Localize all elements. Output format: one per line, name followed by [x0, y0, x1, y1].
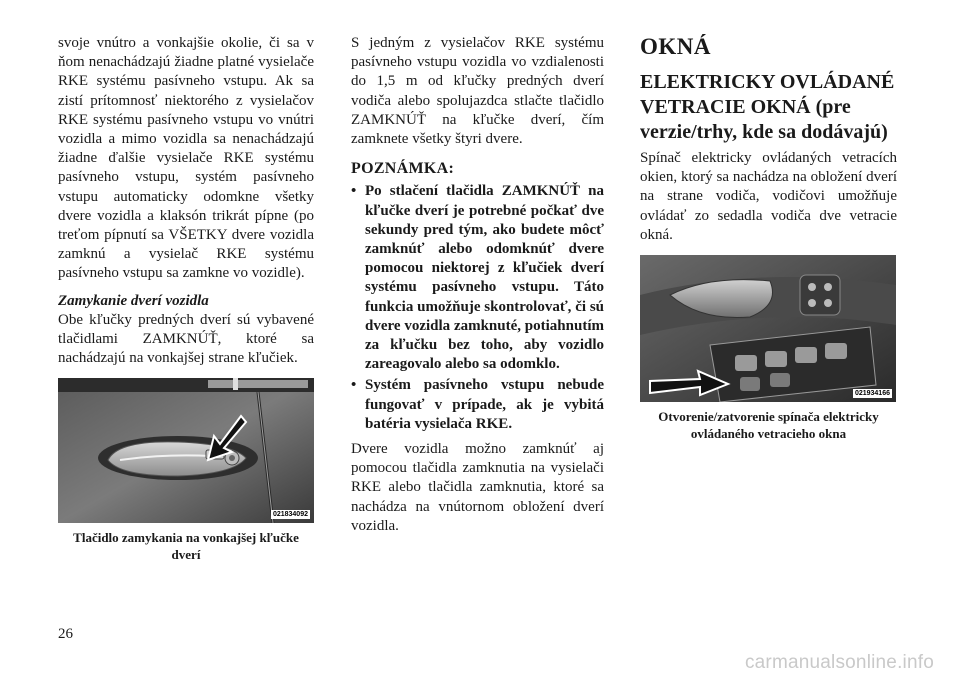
note-heading: POZNÁMKA: [351, 160, 455, 178]
figure-code: 021934166 [854, 390, 890, 398]
body-paragraph: Obe kľučky predných dverí sú vybavené tlačidlami ZAMKNÚŤ, ktoré sa nachádzajú na vonkajšej strane kľučiek. [58, 311, 314, 367]
page-number: 26 [58, 626, 73, 642]
note-list [351, 182, 604, 434]
subsection-title: ELEKTRICKY OVLÁDANÉ VETRACIE OKNÁ (pre verzie/trhy, kde sa dodávajú) [640, 71, 895, 143]
figure-caption: Tlačidlo zamykania na vonkajšej kľučke dverí [73, 530, 299, 563]
body-paragraph: S jedným z vysielačov RKE systému pasívneho vstupu vozidla vo vzdialenosti do 1,5 m od kľučky predných dverí vodiča alebo spolujazdca stlačte tlačidlo ZAMKNÚŤ na kľučke dverí, čím zamknete všetky štyri dvere. [351, 35, 604, 148]
window-switch-photo [640, 255, 896, 402]
watermark: carmanualsonline.info [744, 652, 934, 673]
body-paragraph: Dvere vozidla možno zamknúť aj pomocou tlačidla zamknutia na vysielači RKE alebo tlačidla zamknutia, ktoré sa nachádza na vnútornom obložení dverí vozidla. [351, 441, 604, 534]
door-handle-illustration [58, 378, 314, 523]
subheading-door-locking: Zamykanie dverí vozidla [58, 292, 209, 309]
figure-caption: Otvorenie/zatvorenie spínača elektricky ovládaného vetracieho okna [658, 409, 879, 442]
body-paragraph: svoje vnútro a vonkajšie okolie, či sa v ňom nenachádzajú žiadne platné vysielače RKE systému pasívneho vstupu. Ak sa zistí prítomnosť niektorého z vysielačov RKE systému pasívneho vstupu vo vnútri vozidla a mimo vozidla sa nenachádzajú žiadne ďalšie vysielače RKE systému pasívneho vstupu, systém pasívneho vstupu automaticky odomkne všetky dvere vozidla a klaksón trikrát pípne (po treťom pípnutí sa VŠETKY dvere vozidla zamknú a vysielač RKE systému pasívneho vstupu sa zamkne vo vozidle). [58, 35, 314, 282]
body-paragraph: Spínač elektricky ovládaných vetracích okien, ktorý sa nachádza na obložení dverí na strane vodiča, vodičovi umožňuje ovládať zo sedadla vodiča dve vetracie okná. [640, 150, 897, 243]
middle-column [351, 34, 604, 536]
door-handle-photo [58, 378, 314, 523]
right-column [640, 34, 897, 442]
note-item: • Po stlačení tlačidla ZAMKNÚŤ na kľučke dverí je potrebné počkať dve sekundy pred tým, ako budete môcť zamknúť alebo odomknúť dvere pomocou niektorej z kľučiek dverí systému pasívneho vstupu. Táto funkcia umožňuje skontrolovať, či sú dvere vozidla zamknuté, potiahnutím za kľučku bez toho, aby vozidlo zareagovalo alebo sa odomklo. [351, 182, 604, 374]
figure-code: 021834092 [272, 511, 308, 519]
section-title: OKNÁ [640, 34, 711, 59]
window-switch-illustration [640, 255, 896, 402]
note-item: • Systém pasívneho vstupu nebude fungovať v prípade, ak je vybitá batéria vysielača RKE. [351, 376, 604, 434]
left-column [58, 34, 314, 563]
